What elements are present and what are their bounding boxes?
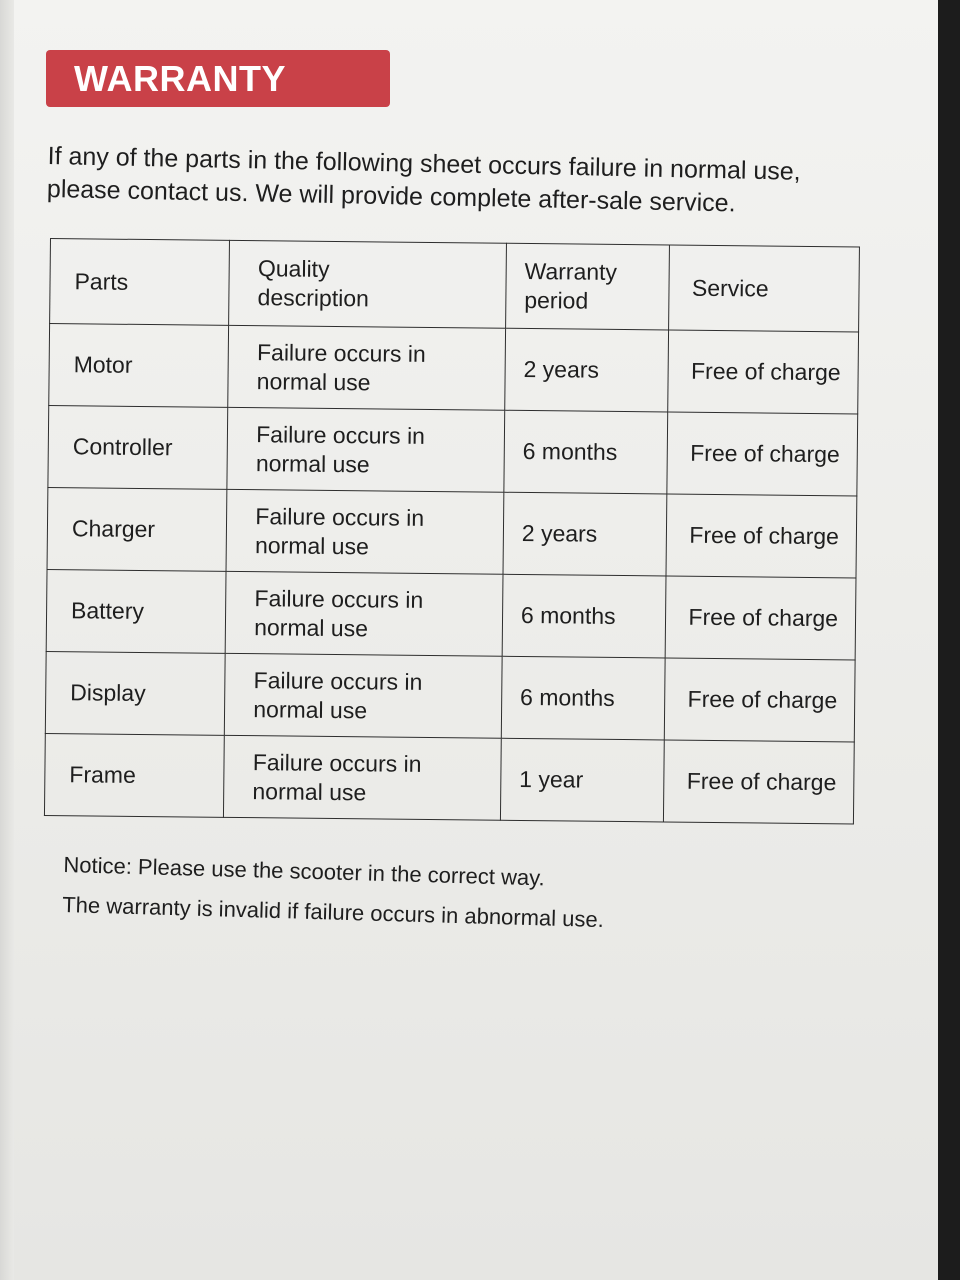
table-row — [48, 405, 858, 495]
cell-service: Free of charge — [664, 740, 854, 824]
cell-quality: Failure occurs in normal use — [225, 571, 502, 656]
intro-paragraph — [47, 140, 868, 223]
cell-quality: Failure occurs in normal use — [225, 653, 502, 738]
table-row — [45, 651, 855, 741]
cell-part: Controller — [48, 405, 228, 489]
cell-quality: Failure occurs in normal use — [224, 735, 501, 820]
cell-period: 6 months — [504, 410, 668, 494]
header-parts: Parts — [50, 239, 230, 326]
cell-service: Free of charge — [666, 576, 856, 660]
cell-service: Free of charge — [667, 412, 857, 496]
table-row — [49, 324, 859, 414]
header-service: Service — [669, 245, 859, 332]
cell-quality: Failure occurs in normal use — [227, 407, 504, 492]
cell-part: Motor — [49, 324, 229, 408]
cell-period: 1 year — [500, 738, 664, 822]
cell-part: Display — [45, 651, 225, 735]
header-quality-description: Quality description — [229, 240, 507, 328]
cell-service: Free of charge — [666, 494, 856, 578]
notice-line-1: Notice: Please use the scooter in the correct way. — [63, 851, 546, 891]
notice-text — [62, 845, 824, 946]
cell-period: 6 months — [502, 574, 666, 658]
cell-period: 6 months — [501, 656, 665, 740]
cell-part: Frame — [44, 733, 224, 817]
page-binding-edge — [0, 0, 14, 1280]
notice-line-2: The warranty is invalid if failure occurs in abnormal use. — [61, 891, 605, 933]
page-title: WARRANTY — [74, 58, 286, 99]
cell-part: Battery — [46, 569, 226, 653]
cell-quality: Failure occurs in normal use — [226, 489, 503, 574]
cell-period: 2 years — [505, 328, 669, 412]
table-row — [46, 569, 856, 659]
intro-line-2: please contact us. We will provide complete after-sale service. — [46, 174, 736, 218]
table-row — [47, 487, 857, 577]
table-header-row — [50, 239, 860, 332]
cell-period: 2 years — [503, 492, 667, 576]
warranty-table-container — [44, 238, 860, 824]
cell-service: Free of charge — [665, 658, 855, 742]
cell-service: Free of charge — [668, 330, 858, 414]
header-warranty-period: Warranty period — [505, 243, 669, 330]
intro-line-1: If any of the parts in the following sheet occurs failure in normal use, — [47, 141, 801, 186]
table-row — [44, 733, 854, 823]
warranty-table — [44, 238, 860, 824]
cell-quality: Failure occurs in normal use — [228, 325, 505, 410]
cell-part: Charger — [47, 487, 227, 571]
warranty-title-banner — [46, 50, 390, 107]
